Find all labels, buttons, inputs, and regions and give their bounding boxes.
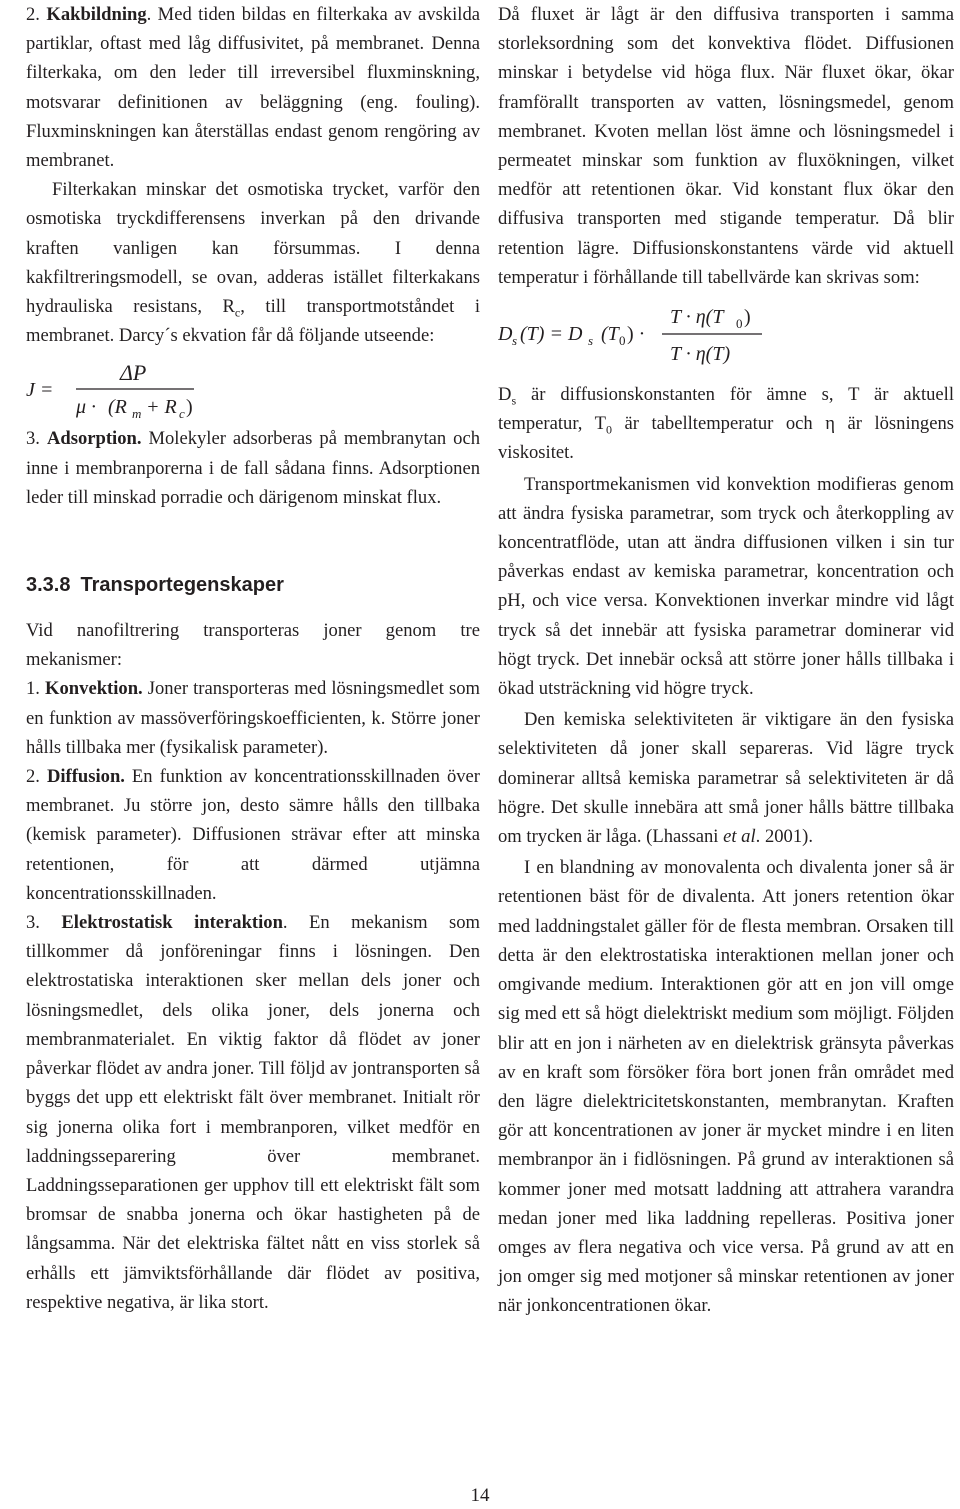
item-text: Molekyler adsorberas på membranytan och inne i membranporerna i de fall sådana finns. Adsorptionen leder till minskad porradie och därigenom minskat flux. (26, 428, 480, 508)
formula-numerator: T · η(T (670, 306, 724, 329)
section-heading (26, 572, 480, 598)
term-kakbildning: Kakbildning (46, 4, 147, 25)
paragraph-definitions (498, 380, 954, 468)
left-column (26, 0, 480, 1317)
item-text: . Med tiden bildas en filterkaka av avskilda partiklar, oftast med låg diffusivitet, på membranet. Denna filterkaka, om den leder till irreversibel fluxminskning, motsvarar definitionen av beläggning (eng. fouling). Fluxminskningen kan återställas endast genom rengöring av membranet. (26, 4, 480, 172)
formula-D: D (498, 323, 513, 346)
paragraph-blandning: I en blandning av monovalenta och divalenta joner så är retentionen bäst för de divalenta. Att joners retention ökar med laddningstalet gäller för de flesta membran. Orsaken till detta är den elektrostatiska interaktionen mellan joner och omgivande medium. Interaktionen gör att en jon vill omge sig med ett så högt dielektriskt medium som möjligt. Följden blir att en jon i närheten av en dielektrisk gränsyta påverkas av en kraft som försöker föra bort jonen från området med den lägre dielektricitetskonstanten, membranytan. Kraften gör att koncentrationen av joner är mycket mindre i en liten membranpor än i fidlösningen. På grund av interaktionen så kommer joner med motsatt laddning att attrahera varandra medan joner med lika laddning repelleras. Positiva joner omges av flera negativa och vice versa. På grund av att en jon omger sig med motjoner så minskar retentionen av joner när jonkoncentrationen ökar. (498, 857, 954, 1317)
text-part: , till transportmotståndet i membranet. Darcy´s ekvation får då följande utseende: (26, 296, 480, 347)
text-part: . 2001). (755, 826, 813, 848)
text-part: Den kemiska selektiviteten är viktigare än den fysiska selektiviteten då joner skall separeras. Vid lägre tryck dominerar alltså kemiska parametrar så selektiviteten är då högre. Det skulle innebära att små joner hålls bättre tillbaka om trycken är låga. (Lhassani (498, 709, 954, 848)
formula-rhs-close: ) · (627, 323, 646, 346)
formula-plus: + R (146, 396, 177, 419)
formula-sub-c: c (179, 406, 185, 422)
subscript: s (511, 393, 517, 408)
formula-sub-m: m (132, 406, 142, 422)
subscript: 0 (605, 422, 612, 437)
darcy-equation (26, 356, 480, 424)
section-number: 3.3.8 (26, 574, 71, 597)
list-number: 3. (26, 912, 40, 934)
term-diffusion: Diffusion. (46, 766, 125, 788)
subscript: c (234, 305, 241, 320)
text-part: D (498, 384, 512, 406)
formula-lhs: J = (26, 379, 54, 402)
list-number: 2. (26, 4, 40, 25)
list-number: 1. (26, 678, 40, 700)
paragraph-intro: Vid nanofiltrering transporteras joner genom tre mekanismer: (26, 620, 480, 671)
italic-text: et al (723, 826, 756, 848)
text-part: är tabelltemperatur och η är lösningens viskositet. (498, 413, 954, 464)
formula-sub-0: 0 (619, 333, 626, 349)
list-item-kakbildning (26, 0, 480, 175)
page-number: 14 (470, 1485, 490, 1506)
list-item-diffusion (26, 762, 480, 908)
paragraph-filterkaka (26, 175, 480, 350)
formula-num-close: ) (744, 306, 751, 329)
formula-denominator: T · η(T) (670, 343, 731, 366)
formula-denominator: (R (108, 396, 127, 419)
diffusion-equation (498, 298, 954, 378)
formula-sub-s: s (588, 333, 594, 349)
formula-close: ) (186, 396, 193, 419)
item-text: Joner transporteras med lösningsmedlet som en funktion av massöverföringskoefficienten, k. Större joner hålls tillbaka mer (fysikalisk parameter). (26, 678, 480, 758)
formula-numerator: ΔP (120, 360, 147, 386)
right-column (498, 0, 954, 1321)
list-item-elektrostatisk (26, 908, 480, 1317)
formula-mu: μ · (76, 396, 97, 419)
paragraph-konvektion: Transportmekanismen vid konvektion modifieras genom att ändra fysiska parametrar, som tryck och återkoppling av koncentratflöde, utan att ändra diffusionen vilken i sin tur påverkas endast av kemiska parametrar, koncentration och pH, och vice versa. Konvektionen inverkar mindre vid lågt tryck så det innebär att fysiska parametrar dominerar vid högt tryck. Det innebär också att större joner hålls tillbaka i ökad utsträckning vid högre tryck. (498, 473, 954, 700)
text-part: Filterkakan minskar det osmotiska trycket, varför den osmotiska tryckdifferensens inverkan på den drivande kraften vanligen kan försummas. I denna kakfiltreringsmodell, se ovan, adderas istället filterkakans hydrauliska resistans, R (26, 179, 480, 318)
term-adsorption: Adsorption. (46, 428, 142, 450)
term-elektrostatisk: Elektrostatisk interaktion (61, 912, 283, 934)
diffusion-equation-graphic (498, 298, 818, 378)
section-title: Transportegenskaper (80, 574, 284, 597)
paragraph-selektivitet (498, 705, 954, 851)
formula-num-sub: 0 (736, 316, 743, 332)
paragraph-flux: Då fluxet är lågt är den diffusiva transporten i samma storleksordning som det konvektiva flödet. Diffusionen minskar i betydelse vid höga flux. När fluxet ökar, ökar framförallt transporten av vatten, lösningsmedel, genom membranet. Kvoten mellan löst ämne och lösningsmedel i permeatet minskar som funktion av fluxökningen, vilket medför att retentionen ökar. Vid konstant flux ökar den diffusiva transporten med stigande temperatur. Då blir retention lägre. Diffusionskonstantens värde vid aktuell temperatur i förhållande till tabellvärde kan skrivas som: (498, 4, 954, 288)
formula-rhs-T: (T (601, 323, 619, 346)
darcy-equation-graphic (26, 356, 326, 424)
item-text: En funktion av koncentrationsskillnaden över membranet. Ju större jon, desto sämre hålls den tillbaka (kemisk parameter). Diffusionen strävar efter att minska retentionen, för att därmed utjämna koncentrationsskillnaden. (26, 766, 480, 904)
list-item-konvektion (26, 674, 480, 762)
formula-lhs-T: (T) = D (520, 323, 583, 346)
item-text: . En mekanism som tillkommer då jonföreningar finns i lösningen. Den elektrostatiska interaktionen sker mellan dels joner och lösningsmedlet, dels olika joner, dels jonerna och membranmaterialet. En viktig faktor då flödet av joner påverkar flödet av andra joner. Till följd av jontransporten så byggs det upp ett elektriskt fält över membranet. Initialt rör sig jonerna olika fort i membranporen, vilket medför en laddningsseparering över membranet. Laddningsseparationen ger upphov till ett elektriskt fält som bromsar de snabba jonerna och ökar hastigheten på de långsamma. När det elektriska fältet nått en viss storlek så erhålls ett jämviktsförhållande där flödet av positiva, respektive negativa, är lika stort. (26, 912, 480, 1313)
list-number: 2. (26, 766, 40, 788)
list-number: 3. (26, 428, 40, 450)
text-part: är diffusionskonstanten för ämne s, T är aktuell temperatur, T (498, 384, 954, 435)
formula-sub-s: s (512, 333, 518, 349)
list-item-adsorption (26, 424, 480, 512)
term-konvektion: Konvektion. (45, 678, 143, 700)
